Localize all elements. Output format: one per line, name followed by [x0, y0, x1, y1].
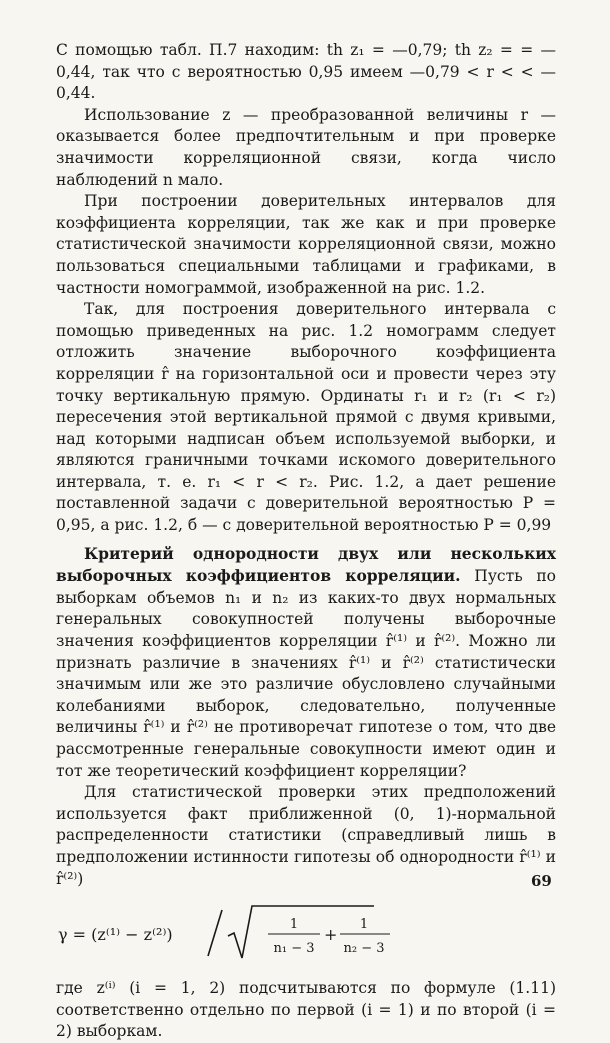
formula-den2: n₂ − 3	[343, 941, 385, 957]
section-heading: Критерий однородности двух или нескольких выборочных коэффициентов корреляции.	[56, 543, 556, 586]
gamma-formula	[56, 896, 556, 974]
paragraph-final: где z⁽ⁱ⁾ (i = 1, 2) подсчитываются по формуле (1.11) соответственно отдельно по первой (i = 1) и по второй (i = 2) выборкам.	[56, 979, 556, 1041]
paragraph-statistic: Для статистической проверки этих предположений используется факт приближенной (0, 1)-нормальной распределенности статистики (справедливый лишь в предположении истинности гипотезы об однородности r̂⁽¹⁾ и r̂⁽²⁾)	[56, 783, 556, 888]
section-body: Пусть по выборкам объемов n₁ и n₂ из каких-то двух нормальных генеральных совокупностей получены выборочные значения коэффициентов корреляции r̂⁽¹⁾ и r̂⁽²⁾. Можно ли признать различие в значениях r̂⁽¹⁾ и r̂⁽²⁾ статистически значимым или же это различие обусловлено случайными колебаниями выборок, следовательно, полученные величины r̂⁽¹⁾ и r̂⁽²⁾ не противоречат гипотезе о том, что две рассмотренные генеральные совокупности имеют один и тот же теоретический коэффициент корреляции?	[56, 567, 556, 780]
paragraph-1: С помощью табл. П.7 находим: th z₁ = —0,79; th z₂ = = —0,44, так что с вероятностью 0,95 имеем —0,79 < r < < —0,44.	[56, 41, 556, 103]
paragraph-4: Так, для построения доверительного интервала с помощью приведенных на рис. 1.2 номограмм следует отложить значение выборочного коэффициента корреляции r̂ на горизонтальной оси и провести через эту точку вертикальную прямую. Ординаты r₁ и r₂ (r₁ < r₂) пересечения этой вертикальной прямой с двумя кривыми, над которыми надписан объем используемой выборки, и являются граничными точками искомого доверительного интервала, т. е. r₁ < r < r₂. Рис. 1.2, а дает решение поставленной задачи с доверительной вероятностью P = 0,95, а рис. 1.2, б — с доверительной вероятностью P = 0,99	[56, 300, 556, 535]
paragraph-3: При построении доверительных интервалов для коэффициента корреляции, так же как и при проверке статистической значимости корреляционной связи, можно пользоваться специальными таблицами и графиками, в частности номограммой, изображенной на рис. 1.2.	[56, 192, 556, 297]
formula-den1: n₁ − 3	[273, 941, 315, 957]
formula-plus: +	[324, 925, 338, 945]
section-paragraph	[56, 543, 556, 783]
formula-num2: 1	[359, 917, 369, 933]
page-body	[56, 40, 556, 1043]
formula-num1: 1	[289, 917, 299, 933]
formula-slash	[208, 910, 222, 956]
paragraph-2: Использование z — преобразованной величины r — оказывается более предпочтительным и при проверке значимости корреляционной связи, когда число наблюдений n мало.	[56, 105, 556, 189]
page-number: 69	[531, 872, 552, 890]
formula-lhs: γ = (z⁽¹⁾ − z⁽²⁾)	[58, 925, 173, 945]
